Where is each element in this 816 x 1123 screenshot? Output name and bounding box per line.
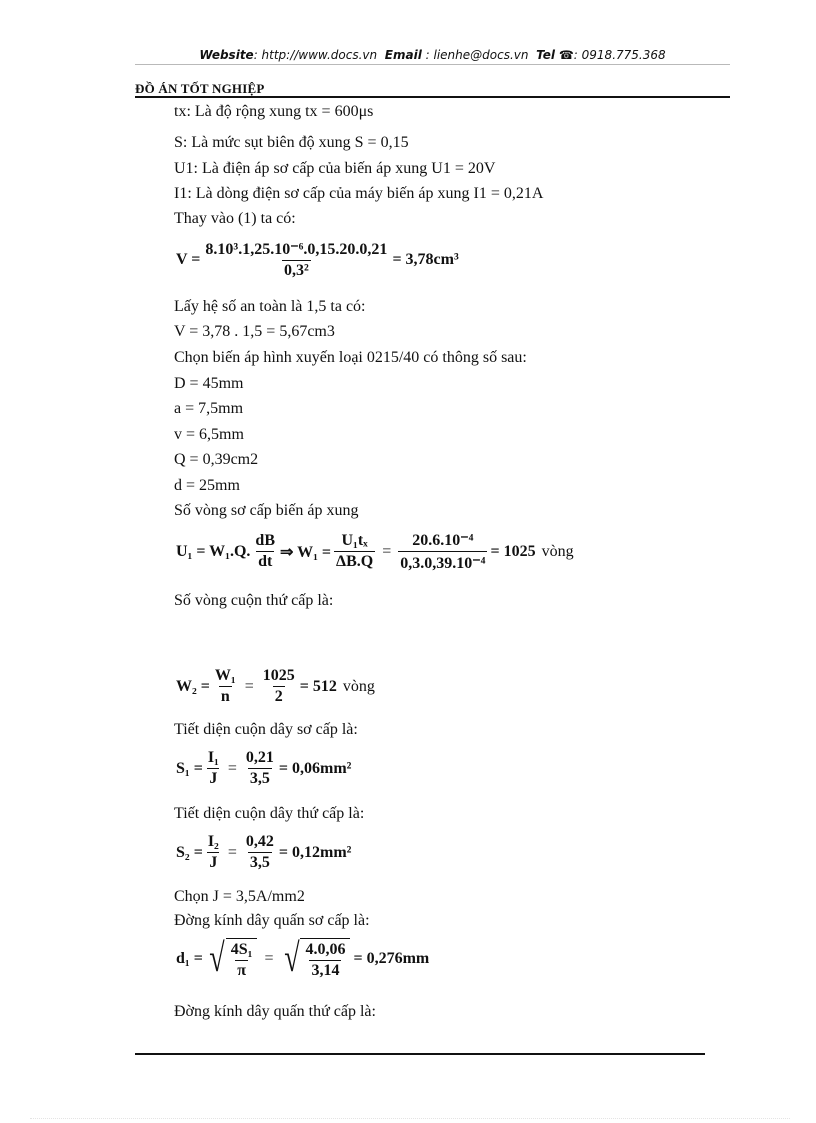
eq-s1-frac1-den: J xyxy=(209,770,218,787)
eq-w1-unit: vòng xyxy=(541,542,574,560)
eq-s1-frac1-num: I₁ xyxy=(207,749,219,766)
text-line-safety: Lấy hệ số an toàn là 1,5 ta có: xyxy=(174,298,366,315)
text-line-primary-turns: Số vòng sơ cấp biến áp xung xyxy=(174,502,359,519)
eq-volume-result: = 3,78cm³ xyxy=(392,250,459,268)
eq-w1-frac2-den: 0,3.0,39.10⁻⁴ xyxy=(398,551,487,573)
page-edge xyxy=(30,1118,790,1119)
eq-d1-root1: √ $\frac{\text{4S₁}}{\pi}$ xyxy=(206,938,258,980)
text-line-v: v = 6,5mm xyxy=(174,426,244,443)
eq-w1-frac2-num: 20.6.10⁻⁴ xyxy=(412,532,474,549)
eq-w1-frac1-num: U₁tₓ xyxy=(341,532,368,549)
text-line-s: S: Là mức sụt biên độ xung S = 0,15 xyxy=(174,134,409,151)
eq-w2-frac2-den: 2 xyxy=(274,688,283,705)
equation-s1: S₁ = $\frac{\text{I₁}}{J}$ = $\frac{0,21}{3,5}$ = 0,06mm² xyxy=(176,749,352,787)
text-line-primary-section: Tiết diện cuộn dây sơ cấp là: xyxy=(174,721,358,738)
eq-w2-unit: vòng xyxy=(342,677,375,695)
text-line-secondary-diameter: Đờng kính dây quấn thứ cấp là: xyxy=(174,1003,376,1020)
text-line-v-calc: V = 3,78 . 1,5 = 5,67cm3 xyxy=(174,323,335,340)
eq-d1-lhs: d₁ = xyxy=(176,950,203,967)
text-line-secondary-turns: Số vòng cuộn thứ cấp là: xyxy=(174,592,334,609)
text-line-a: a = 7,5mm xyxy=(174,400,244,417)
text-line-primary-diameter: Đờng kính dây quấn sơ cấp là: xyxy=(174,912,370,929)
eq-w1-db: dB xyxy=(255,532,275,549)
eq-w2-result: = 512 xyxy=(299,677,337,695)
website-value: : http://www.docs.vn xyxy=(253,48,378,62)
title-underline xyxy=(135,96,730,98)
eq-s2-result: = 0,12mm² xyxy=(278,843,352,861)
eq-w1-frac1-den: ΔB.Q xyxy=(336,553,374,570)
tel-label: Tel xyxy=(536,48,556,62)
eq-s1-frac1 xyxy=(206,749,221,788)
eq-d1-root2: √ $\frac{4.0,06}{3,14}$ xyxy=(281,938,351,980)
eq-w1-frac1 xyxy=(334,532,375,571)
eq-w1-dbdt xyxy=(253,532,277,571)
eq-s2-frac2-den: 3,5 xyxy=(249,854,270,871)
eq-w1-lhs: U₁ = W₁.Q. xyxy=(176,542,251,560)
eq-volume-denominator: 0,3² xyxy=(284,262,309,279)
eq-w1-result: = 1025 xyxy=(490,542,536,560)
eq-volume-numerator: 8.10³.1,25.10⁻⁶.0,15.20.0,21 xyxy=(205,241,388,258)
eq-w1-arrow: ⇒ W₁ = xyxy=(280,543,332,561)
eq-d1-root2-num: 4.0,06 xyxy=(305,941,346,958)
website-label: Website xyxy=(199,48,254,62)
text-line-secondary-section: Tiết diện cuộn dây thứ cấp là: xyxy=(174,805,365,822)
eq-w1-frac2 xyxy=(398,530,487,573)
eq-s1-frac2-num: 0,21 xyxy=(245,749,274,766)
eq-w2-frac1-den: n xyxy=(220,688,230,705)
email-value: : lienhe@docs.vn xyxy=(425,48,529,62)
equation-w2: W₂ = $\frac{\text{W₁}}{n}$ = $\frac{1025}{2}$ = 512 vòng xyxy=(176,667,375,705)
eq-s1-lhs: S₁ = xyxy=(176,759,203,777)
header-divider xyxy=(135,64,730,65)
eq-s1-result: = 0,06mm² xyxy=(278,759,352,777)
text-line-tx: tx: Là độ rộng xung tx = 600μs xyxy=(174,103,374,120)
eq-d1-root1-den: π xyxy=(237,962,246,979)
eq-w2-lhs: W₂ = xyxy=(176,677,210,695)
footer-divider xyxy=(135,1053,705,1055)
eq-w2-frac2 xyxy=(261,667,297,706)
eq-d1-root1-frac xyxy=(229,941,255,980)
eq-volume-lhs: V = xyxy=(176,250,201,268)
eq-volume-fraction xyxy=(203,239,389,280)
eq-d1-root1-num: 4S₁ xyxy=(230,941,253,958)
eq-d1-root2-den: 3,14 xyxy=(311,962,340,979)
eq-s1-frac2 xyxy=(244,749,276,788)
equation-d1: d₁ = √ $\frac{\text{4S₁}}{\pi}$ = √ $\frac{4.0,06}{3,14}$ = 0,276mm xyxy=(176,935,430,980)
text-line-Q: Q = 0,39cm2 xyxy=(174,451,259,468)
eq-d1-result: = 0,276mm xyxy=(353,950,430,967)
document-title: ĐỒ ÁN TỐT NGHIỆP xyxy=(135,81,265,96)
eq-w2-frac1-num: W₁ xyxy=(214,667,236,684)
eq-w2-frac2-num: 1025 xyxy=(262,667,295,684)
eq-s2-frac1-num: I₂ xyxy=(207,833,219,850)
equation-volume xyxy=(176,239,459,280)
text-line-D: D = 45mm xyxy=(174,375,244,392)
phone-icon: ☎ xyxy=(558,48,574,62)
text-line-u1: U1: Là điện áp sơ cấp của biến áp xung U1 = 20V xyxy=(174,160,496,177)
tel-value: : 0918.775.368 xyxy=(573,48,666,62)
eq-s2-frac1 xyxy=(206,833,221,872)
equation-w1: U₁ = W₁.Q. $\frac{dB}{dt}$ ⇒ W₁ = $\frac{\text{U₁tₓ}}{\Delta B.Q}$ = $\frac{\text{20.6.10⁻⁴}}{\text{0,3.0,39.10⁻⁴}}$ = 1025 vòng xyxy=(176,532,574,572)
eq-w2-frac1 xyxy=(213,667,238,706)
page-header xyxy=(135,48,730,62)
email-label: Email xyxy=(384,48,422,62)
eq-s1-frac2-den: 3,5 xyxy=(249,770,270,787)
text-line-choose-core: Chọn biến áp hình xuyến loại 0215/40 có thông số sau: xyxy=(174,349,527,366)
eq-s2-lhs: S₂ = xyxy=(176,843,203,861)
text-line-choose-J: Chọn J = 3,5A/mm2 xyxy=(174,888,305,905)
eq-s2-frac2 xyxy=(244,833,276,872)
equation-s2: S₂ = $\frac{\text{I₂}}{J}$ = $\frac{0,42}{3,5}$ = 0,12mm² xyxy=(176,833,352,871)
eq-d1-root2-frac xyxy=(303,941,347,980)
text-line-substitute: Thay vào (1) ta có: xyxy=(174,210,296,227)
eq-s2-frac1-den: J xyxy=(209,854,218,871)
text-line-i1: I1: Là dòng điện sơ cấp của máy biến áp xung I1 = 0,21A xyxy=(174,185,544,202)
eq-s2-frac2-num: 0,42 xyxy=(245,833,274,850)
eq-w1-dt: dt xyxy=(258,553,273,570)
text-line-d: d = 25mm xyxy=(174,477,240,494)
